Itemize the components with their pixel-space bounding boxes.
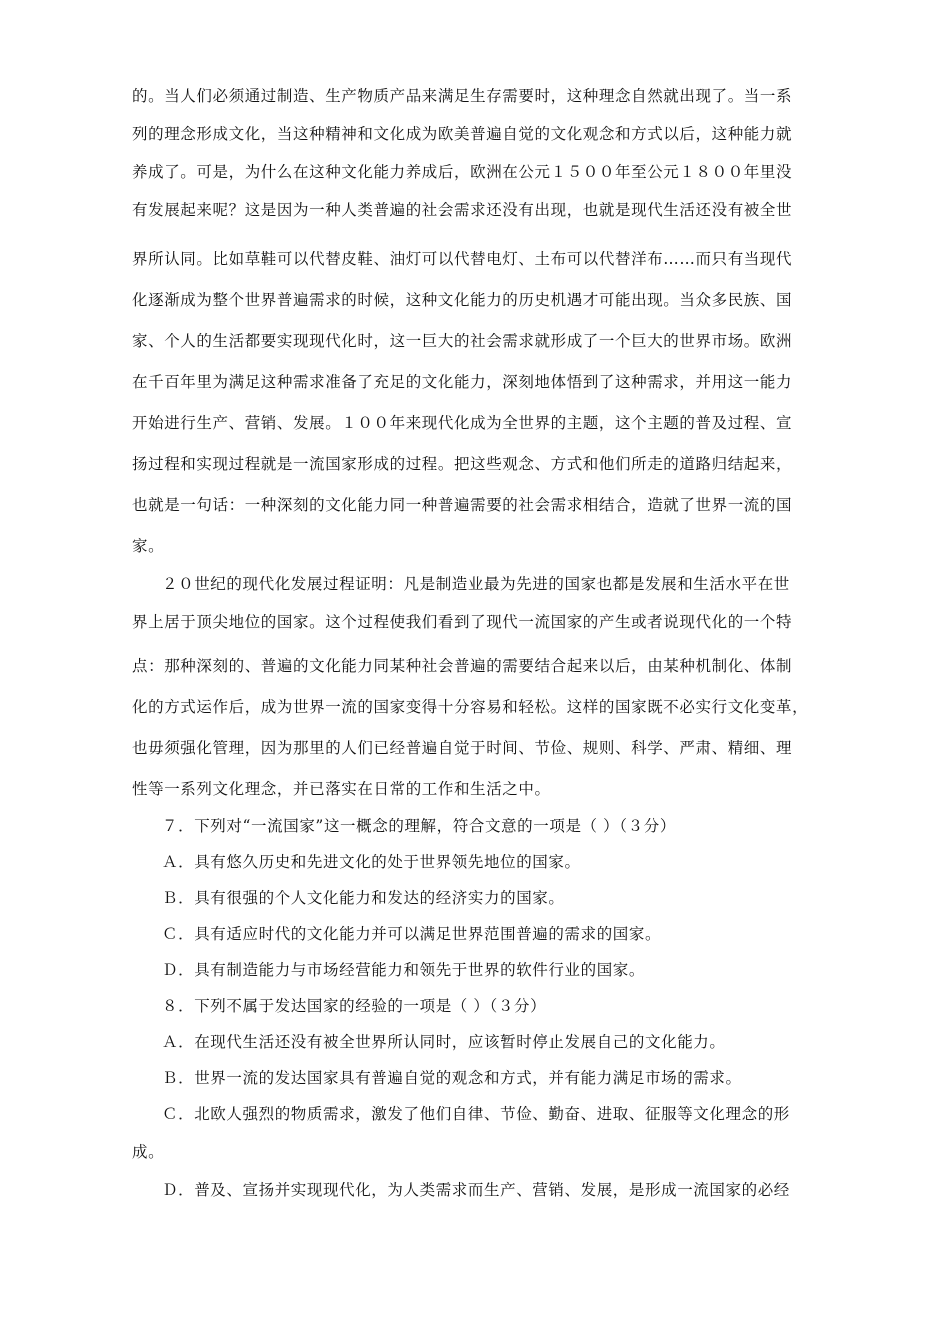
- option-a: Ａ．具有悠久历史和先进文化的处于世界领先地位的国家。: [162, 853, 581, 871]
- text-line: 列的理念形成文化，当这种精神和文化成为欧美普遍自觉的文化观念和方式以后，这种能力就: [132, 125, 793, 143]
- text-line: ２０世纪的现代化发展过程证明：凡是制造业最为先进的国家也都是发展和生活水平在世: [162, 575, 790, 593]
- text-line: 家、个人的生活都要实现现代化时，这一巨大的社会需求就形成了一个巨大的世界市场。欧洲: [132, 332, 793, 350]
- text-line: 性等一系列文化理念，并已落实在日常的工作和生活之中。: [132, 780, 551, 798]
- option-c-continued: 成。: [132, 1143, 165, 1161]
- text-line: 有发展起来呢？这是因为一种人类普遍的社会需求还没有出现，也就是现代生活还没有被全世: [132, 201, 793, 219]
- text-line: 在千百年里为满足这种需求准备了充足的文化能力，深刻地体悟到了这种需求，并用这一能力: [132, 373, 793, 391]
- option-d: Ｄ．具有制造能力与市场经营能力和领先于世界的软件行业的国家。: [162, 961, 646, 979]
- text-line: 也毋须强化管理，因为那里的人们已经普遍自觉于时间、节俭、规则、科学、严肃、精细、理: [132, 739, 793, 757]
- question-stem: ８．下列不属于发达国家的经验的一项是（ ）（３分）: [162, 997, 547, 1015]
- text-line: 界上居于顶尖地位的国家。这个过程使我们看到了现代一流国家的产生或者说现代化的一个特: [132, 613, 793, 631]
- option-d: Ｄ．普及、宣扬并实现现代化，为人类需求而生产、营销、发展，是形成一流国家的必经: [162, 1181, 790, 1199]
- option-a: Ａ．在现代生活还没有被全世界所认同时，应该暂时停止发展自己的文化能力。: [162, 1033, 726, 1051]
- option-c: Ｃ．具有适应时代的文化能力并可以满足世界范围普遍的需求的国家。: [162, 925, 662, 943]
- question-stem: ７．下列对“一流国家”这一概念的理解，符合文意的一项是（ ）（３分）: [162, 817, 676, 835]
- text-line: 家。: [132, 537, 165, 555]
- text-line: 的。当人们必须通过制造、生产物质产品来满足生存需要时，这种理念自然就出现了。当一系: [132, 87, 793, 105]
- option-b: Ｂ．具有很强的个人文化能力和发达的经济实力的国家。: [162, 889, 565, 907]
- text-line: 开始进行生产、营销、发展。１００年来现代化成为全世界的主题，这个主题的普及过程、宣: [132, 414, 793, 432]
- option-b: Ｂ．世界一流的发达国家具有普遍自觉的观念和方式，并有能力满足市场的需求。: [162, 1069, 742, 1087]
- text-line: 点：那种深刻的、普遍的文化能力同某种社会普遍的需要结合起来以后，由某种机制化、体制: [132, 657, 793, 675]
- text-line: 界所认同。比如草鞋可以代替皮鞋、油灯可以代替电灯、土布可以代替洋布……而只有当现代: [132, 250, 793, 268]
- option-c: Ｃ．北欧人强烈的物质需求，激发了他们自律、节俭、勤奋、进取、征服等文化理念的形: [162, 1105, 790, 1123]
- text-line: 扬过程和实现过程就是一流国家形成的过程。把这些观念、方式和他们所走的道路归结起来，: [132, 455, 793, 473]
- text-line: 化的方式运作后，成为世界一流的国家变得十分容易和轻松。这样的国家既不必实行文化变革，: [132, 698, 809, 716]
- text-line: 养成了。可是，为什么在这种文化能力养成后，欧洲在公元１５００年至公元１８００年里没: [132, 163, 793, 181]
- text-line: 化逐渐成为整个世界普遍需求的时候，这种文化能力的历史机遇才可能出现。当众多民族、国: [132, 291, 793, 309]
- text-line: 也就是一句话：一种深刻的文化能力同一种普遍需要的社会需求相结合，造就了世界一流的国: [132, 496, 793, 514]
